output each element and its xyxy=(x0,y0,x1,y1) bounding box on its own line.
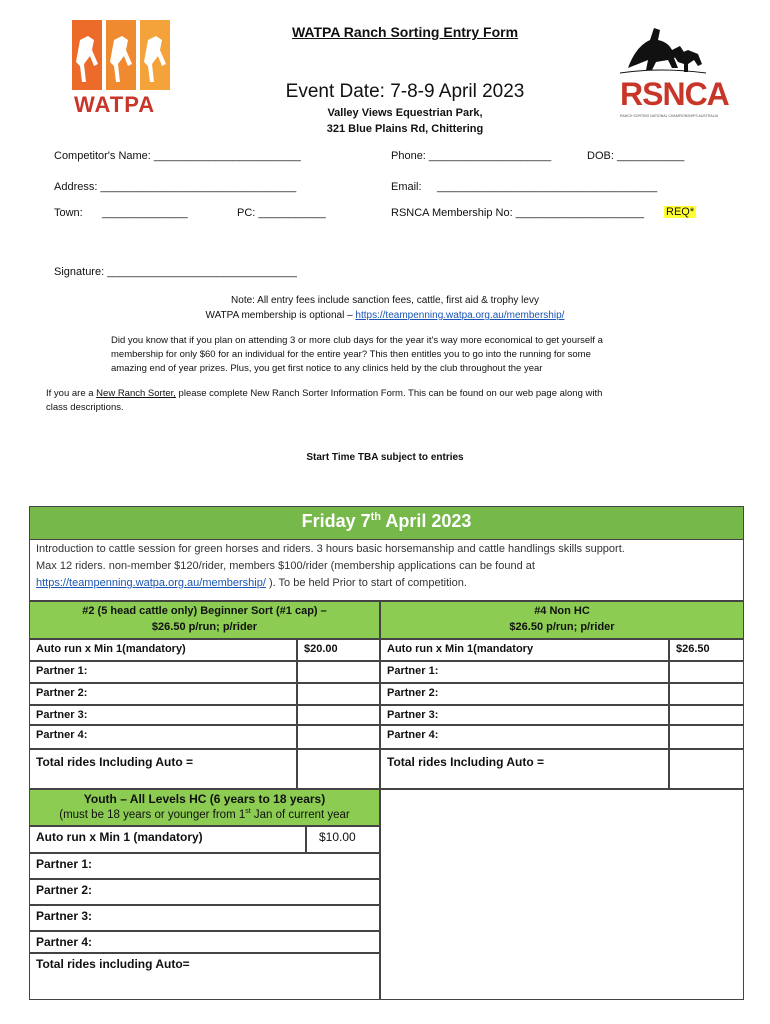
event-date: Event Date: 7-8-9 April 2023 xyxy=(285,81,525,102)
class-4-partner-4-input[interactable] xyxy=(669,725,744,749)
class-2-auto-label: Auto run x Min 1(mandatory) xyxy=(29,639,297,661)
class-4-heading-line-1: #4 Non HC xyxy=(534,605,590,617)
youth-auto-price: $10.00 xyxy=(306,826,380,853)
intro-line-3 xyxy=(36,577,467,589)
class-2-partner-3-input[interactable] xyxy=(297,705,380,725)
class-4-heading xyxy=(380,601,744,639)
class-4-heading-line-2: $26.50 p/run; p/rider xyxy=(509,621,615,633)
class-2-total: Total rides Including Auto = xyxy=(29,749,297,789)
youth-heading-line-2-sup: st xyxy=(245,808,251,815)
town-field[interactable]: ______________ xyxy=(102,207,188,219)
phone-field[interactable]: Phone: ____________________ xyxy=(391,150,552,162)
class-2-heading-line-1: #2 (5 head cattle only) Beginner Sort (#1 cap) – xyxy=(82,605,327,617)
youth-partner-2: Partner 2: xyxy=(29,879,380,905)
youth-heading-line-2 xyxy=(36,808,373,821)
youth-heading-line-2-prefix: (must be 18 years or younger from 1 xyxy=(59,808,246,821)
friday-title-sup: th xyxy=(370,511,382,523)
start-time-note: Start Time TBA subject to entries xyxy=(306,452,464,463)
town-label: Town: xyxy=(54,207,83,219)
class-4-partner-3: Partner 3: xyxy=(380,705,669,725)
class-4-auto-price: $26.50 xyxy=(669,639,744,661)
youth-partner-1: Partner 1: xyxy=(29,853,380,879)
venue-line-2: 321 Blue Plains Rd, Chittering xyxy=(326,123,484,135)
new-ranch-note xyxy=(46,388,602,399)
youth-partner-4: Partner 4: xyxy=(29,931,380,953)
email-field[interactable]: ____________________________________ xyxy=(437,181,658,193)
new-ranch-suffix: please complete New Ranch Sorter Information Form. This can be found on our web page along with xyxy=(175,388,603,399)
friday-title-end: April 2023 xyxy=(381,511,472,531)
class-4-partner-1: Partner 1: xyxy=(380,661,669,683)
class-2-partner-3: Partner 3: xyxy=(29,705,297,725)
dob-field[interactable]: DOB: ___________ xyxy=(587,150,685,162)
watpa-logo xyxy=(70,20,176,118)
watpa-logo-text: WATPA xyxy=(74,92,156,117)
youth-heading xyxy=(29,789,380,826)
class-4-partner-2: Partner 2: xyxy=(380,683,669,705)
class-4-total: Total rides Including Auto = xyxy=(380,749,669,789)
youth-auto-label: Auto run x Min 1 (mandatory) xyxy=(29,826,306,853)
youth-total: Total rides including Auto= xyxy=(29,953,380,1000)
intro-line-1: Introduction to cattle session for green horses and riders. 3 hours basic horsemanship and cattle handlings skills support. xyxy=(36,543,625,555)
rsnca-logo-small: RANCH SORTING NATIONAL CHAMPIONSHIPS AUSTRALIA xyxy=(620,114,718,118)
membership-link[interactable]: https://teampenning.watpa.org.au/membership/ xyxy=(355,310,565,321)
class-2-partner-1-input[interactable] xyxy=(297,661,380,683)
rsnca-logo-text: RSNCA xyxy=(620,76,729,112)
intro-line-2: Max 12 riders. non-member $120/rider, members $100/rider (membership applications can be found at xyxy=(36,560,535,572)
form-title: WATPA Ranch Sorting Entry Form xyxy=(291,24,519,40)
class-2-heading-line-2: $26.50 p/run; p/rider xyxy=(151,621,258,633)
class-2-partner-2: Partner 2: xyxy=(29,683,297,705)
rsnca-membership-field[interactable]: RSNCA Membership No: _____________________ xyxy=(391,207,645,219)
class-4-partner-3-input[interactable] xyxy=(669,705,744,725)
class-4-partner-2-input[interactable] xyxy=(669,683,744,705)
signature-field[interactable]: Signature: _______________________________ xyxy=(54,266,297,278)
membership-note xyxy=(100,310,670,321)
did-you-know-line-3: amazing end of year prizes. Plus, you get first notice to any clinics held by the club throughout the year xyxy=(111,363,543,374)
required-badge: REQ* xyxy=(666,206,695,218)
class-2-partner-4: Partner 4: xyxy=(29,725,297,749)
venue-line-1: Valley Views Equestrian Park, xyxy=(327,107,483,119)
new-ranch-note-line-2: class descriptions. xyxy=(46,402,124,413)
class-2-partner-1: Partner 1: xyxy=(29,661,297,683)
class-2-partner-2-input[interactable] xyxy=(297,683,380,705)
class-4-auto-label: Auto run x Min 1(mandatory xyxy=(380,639,669,661)
class-2-heading xyxy=(29,601,380,639)
class-4-partner-4: Partner 4: xyxy=(380,725,669,749)
new-ranch-link[interactable]: New Ranch Sorter, xyxy=(96,388,176,399)
class-2-auto-price: $20.00 xyxy=(297,639,380,661)
friday-title xyxy=(29,511,744,532)
email-label: Email: xyxy=(391,181,422,193)
membership-note-text: WATPA membership is optional – xyxy=(205,310,356,321)
empty-right-box xyxy=(380,789,744,1000)
friday-title-main: Friday 7 xyxy=(301,511,371,531)
class-4-partner-1-input[interactable] xyxy=(669,661,744,683)
did-you-know-line-1: Did you know that if you plan on attending 3 or more club days for the year it's way more economical to get yourself a xyxy=(111,335,603,346)
new-ranch-prefix: If you are a xyxy=(46,388,97,399)
rsnca-logo xyxy=(618,18,729,124)
youth-partner-3: Partner 3: xyxy=(29,905,380,931)
postcode-field[interactable]: PC: ___________ xyxy=(237,207,326,219)
competitor-name-field[interactable]: Competitor's Name: ________________________ xyxy=(54,150,301,162)
intro-link[interactable]: https://teampenning.watpa.org.au/membership/ xyxy=(36,577,266,589)
youth-heading-line-1: Youth – All Levels HC (6 years to 18 years) xyxy=(83,792,326,806)
did-you-know-line-2: membership for only $60 for an individual for the entire year? This then entitles you to go into the running for some xyxy=(111,349,591,360)
class-2-partner-4-input[interactable] xyxy=(297,725,380,749)
class-4-total-input[interactable] xyxy=(669,749,744,789)
class-2-total-input[interactable] xyxy=(297,749,380,789)
address-field[interactable]: Address: ________________________________ xyxy=(54,181,297,193)
fees-note: Note: All entry fees include sanction fees, cattle, first aid & trophy levy xyxy=(231,295,539,306)
youth-heading-line-2-suffix: Jan of current year xyxy=(250,808,350,821)
intro-line-3-suffix: ). To be held Prior to start of competition. xyxy=(265,577,467,589)
